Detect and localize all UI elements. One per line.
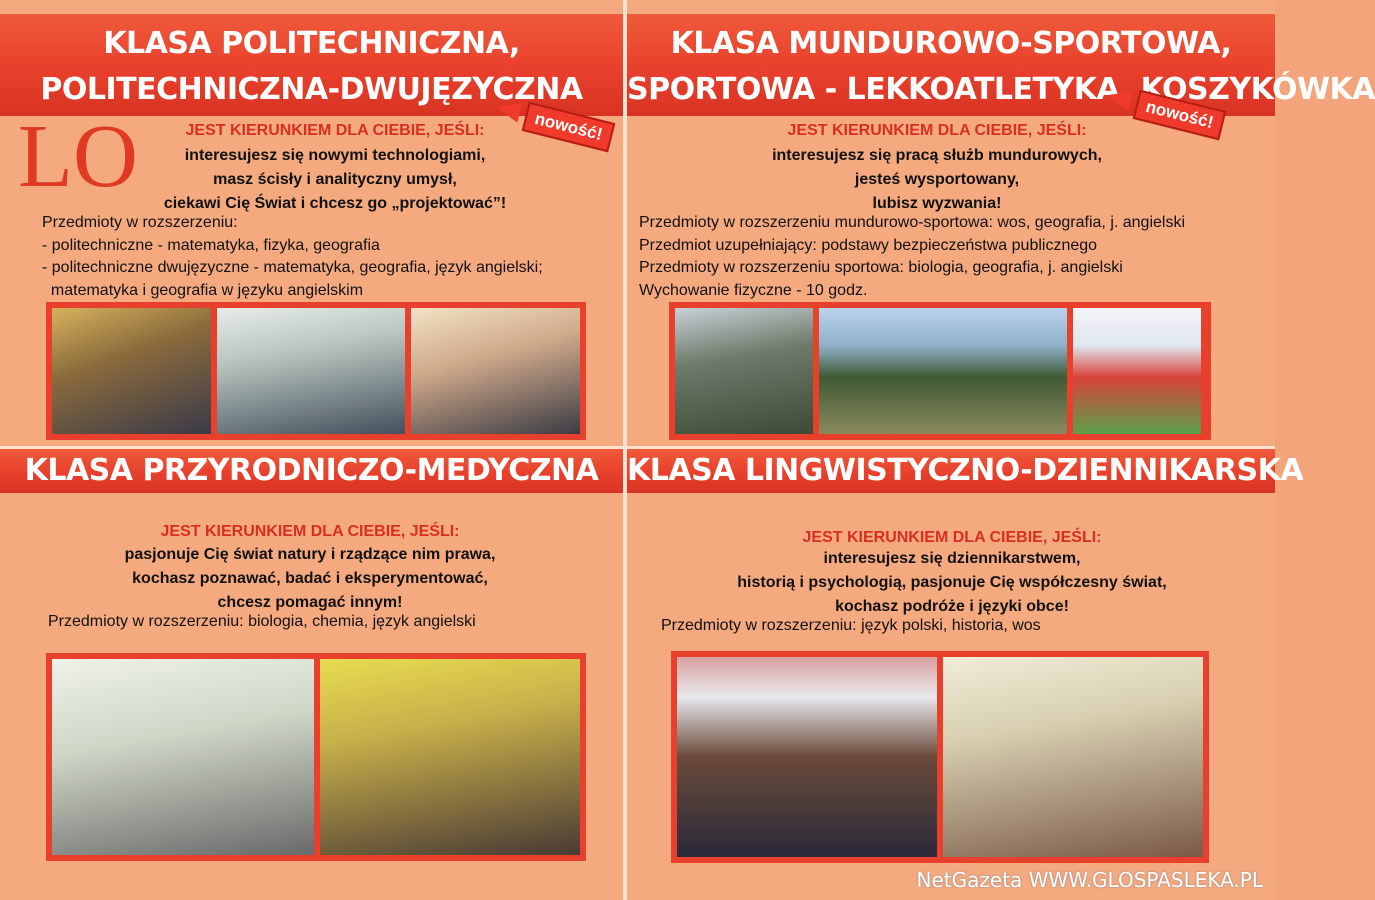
panel-przyrodniczo-medyczna [0, 449, 623, 900]
new-badge: nowość! [1133, 90, 1227, 141]
first-aid-photo [675, 308, 813, 434]
title-line-1: KLASA MUNDUROWO-SPORTOWA, [670, 26, 1232, 61]
photo-strip [669, 302, 1211, 440]
title-line-1: KLASA POLITECHNICZNA, [103, 26, 520, 61]
subjects: Przedmioty w rozszerzeniu: biologia, chemia, język angielski [48, 613, 476, 630]
kierunek-heading: JEST KIERUNKIEM DLA CIEBIE, JEŚLI: [802, 529, 1102, 546]
kierunek-heading: JEST KIERUNKIEM DLA CIEBIE, JEŚLI: [160, 523, 460, 540]
title-banner [0, 449, 623, 493]
laboratory-photo [52, 659, 314, 855]
conditions: pasjonuje Cię świat natury i rządzące nim prawa, kochasz poznawać, badać i eksperymentować, chcesz pomagać innym! [124, 546, 496, 611]
panel-politechniczna [0, 0, 623, 446]
conditions: interesujesz się pracą służb mundurowych, jesteś wysportowany, lubisz wyzwania! [772, 147, 1102, 212]
panel-mundurowo-sportowa [627, 0, 1375, 446]
conditions: interesujesz się dziennikarstwem, historią i psychologią, pasjonuje Cię współczesny świat, kochasz podróże i języki obce! [737, 550, 1167, 615]
photo-strip [46, 653, 586, 861]
kierunek-heading: JEST KIERUNKIEM DLA CIEBIE, JEŚLI: [787, 122, 1087, 139]
classroom-photo [52, 308, 211, 434]
lo-logo: LO [18, 107, 138, 206]
sports-team-photo [1073, 308, 1201, 434]
conditions: interesujesz się nowymi technologiami, masz ścisły i analityczny umysł, ciekawi Cię Świat i chcesz go „projektować”! [163, 147, 507, 212]
subjects: Przedmioty w rozszerzeniu: język polski, historia, wos [661, 617, 1041, 634]
stage-event-photo [677, 657, 937, 857]
title: KLASA LINGWISTYCZNO-DZIENNIKARSKA [627, 453, 1304, 488]
title: KLASA PRZYRODNICZO-MEDYCZNA [24, 453, 599, 488]
photo-strip [671, 651, 1209, 863]
title-line-2: SPORTOWA - LEKKOATLETYKA, KOSZYKÓWKA [627, 72, 1375, 107]
arrow-icon [494, 97, 522, 122]
workshop-photo [943, 657, 1203, 857]
photo-strip [46, 302, 586, 440]
vertical-divider [623, 0, 627, 900]
classroom-photo [411, 308, 580, 434]
title-banner [0, 14, 623, 116]
uniform-group-photo [819, 308, 1067, 434]
watermark: NetGazeta WWW.GLOSPASLEKA.PL [916, 868, 1263, 892]
panel-lingwistyczno-dziennikarska [627, 449, 1304, 900]
subjects: Przedmioty w rozszerzeniu mundurowo-sportowa: wos, geografia, j. angielski Przedmiot uzupełniający: podstawy bezpieczeństwa publicznego Przedmioty w rozszerzeniu sportowa: biologia, geografia, j. angielski Wychowanie fizyczne - 10 godz. [639, 214, 1186, 299]
kierunek-heading: JEST KIERUNKIEM DLA CIEBIE, JEŚLI: [185, 122, 485, 139]
classroom-photo [217, 308, 406, 434]
title-banner [627, 449, 1304, 493]
horizontal-divider [0, 446, 1275, 449]
students-microscope-photo [320, 659, 580, 855]
new-badge: nowość! [522, 102, 616, 153]
title-line-2: POLITECHNICZNA-DWUJĘZYCZNA [40, 72, 583, 107]
subjects: Przedmioty w rozszerzeniu: - politechniczne - matematyka, fizyka, geografia - politechniczne dwujęzyczne - matematyka, geografia, język angielski; matematyka i geografia w języku angielskim [42, 214, 543, 299]
